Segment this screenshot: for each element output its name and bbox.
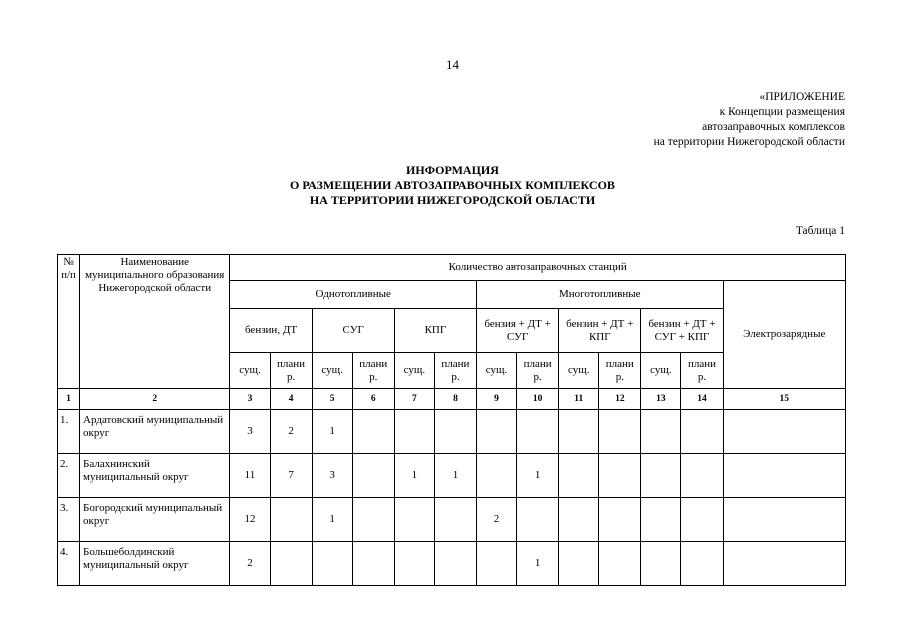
- table-row: [58, 498, 846, 542]
- appendix-line: автозаправочных комплексов: [702, 121, 845, 133]
- cell-value: [394, 498, 434, 542]
- cell-value: 7: [270, 454, 312, 498]
- appendix-block: [654, 90, 845, 150]
- header-plan: плани р.: [681, 353, 723, 389]
- cell-value: 1: [312, 498, 352, 542]
- appendix-line: «ПРИЛОЖЕНИЕ: [759, 91, 845, 103]
- header-electric: Электрозарядные: [723, 281, 845, 389]
- cell-value: [476, 410, 516, 454]
- cell-value: [723, 542, 845, 586]
- header-exist: сущ.: [641, 353, 681, 389]
- header-single-fuel: Однотопливные: [230, 281, 477, 309]
- cell-value: [352, 542, 394, 586]
- column-number: 7: [394, 389, 434, 410]
- column-number: 11: [559, 389, 599, 410]
- column-number: 6: [352, 389, 394, 410]
- header-group: бензия + ДТ + СУГ: [476, 309, 558, 353]
- header-group: бензин, ДТ: [230, 309, 312, 353]
- table-row: [58, 542, 846, 586]
- cell-value: [517, 410, 559, 454]
- cell-value: [641, 454, 681, 498]
- cell-value: 2: [230, 542, 270, 586]
- cell-value: 1: [312, 410, 352, 454]
- cell-value: 2: [270, 410, 312, 454]
- cell-value: 1: [517, 542, 559, 586]
- column-number: 5: [312, 389, 352, 410]
- cell-value: [434, 498, 476, 542]
- cell-value: [312, 542, 352, 586]
- header-exist: сущ.: [230, 353, 270, 389]
- column-number: 13: [641, 389, 681, 410]
- cell-value: [641, 498, 681, 542]
- row-index: 3.: [58, 498, 80, 542]
- column-number: 15: [723, 389, 845, 410]
- header-name: Наименование муниципального образования Нижегородской области: [80, 255, 230, 389]
- column-number: 2: [80, 389, 230, 410]
- cell-value: [681, 542, 723, 586]
- header-exist: сущ.: [559, 353, 599, 389]
- cell-value: [599, 498, 641, 542]
- cell-value: 1: [517, 454, 559, 498]
- row-index: 4.: [58, 542, 80, 586]
- title-line: НА ТЕРРИТОРИИ НИЖЕГОРОДСКОЙ ОБЛАСТИ: [309, 193, 596, 207]
- cell-value: [559, 454, 599, 498]
- cell-value: [476, 454, 516, 498]
- header-plan: плани р.: [434, 353, 476, 389]
- header-num: № п/п: [58, 255, 80, 389]
- column-number: 4: [270, 389, 312, 410]
- header-multi-fuel: Многотопливные: [476, 281, 723, 309]
- cell-value: [352, 498, 394, 542]
- cell-value: [681, 498, 723, 542]
- cell-value: [394, 410, 434, 454]
- column-number: 9: [476, 389, 516, 410]
- column-number: 3: [230, 389, 270, 410]
- cell-value: [681, 454, 723, 498]
- header-exist: сущ.: [394, 353, 434, 389]
- cell-value: [270, 542, 312, 586]
- header-exist: сущ.: [312, 353, 352, 389]
- stations-table: [57, 254, 846, 586]
- cell-value: [434, 410, 476, 454]
- header-plan: плани р.: [270, 353, 312, 389]
- row-index: 1.: [58, 410, 80, 454]
- column-number: 12: [599, 389, 641, 410]
- row-name: Большеболдинский муниципальный округ: [80, 542, 230, 586]
- header-exist: сущ.: [476, 353, 516, 389]
- cell-value: 12: [230, 498, 270, 542]
- cell-value: 3: [312, 454, 352, 498]
- header-plan: плани р.: [517, 353, 559, 389]
- cell-value: [641, 410, 681, 454]
- cell-value: 3: [230, 410, 270, 454]
- header-plan: плани р.: [352, 353, 394, 389]
- cell-value: [723, 454, 845, 498]
- table-row: [58, 410, 846, 454]
- title-line: О РАЗМЕЩЕНИИ АВТОЗАПРАВОЧНЫХ КОМПЛЕКСОВ: [290, 178, 615, 192]
- row-index: 2.: [58, 454, 80, 498]
- cell-value: 11: [230, 454, 270, 498]
- header-plan: плани р.: [599, 353, 641, 389]
- header-count: Количество автозаправочных станций: [230, 255, 846, 281]
- page-number: 14: [446, 57, 459, 72]
- header-group: СУГ: [312, 309, 394, 353]
- row-name: Ардатовский муниципальный округ: [80, 410, 230, 454]
- row-name: Балахнинский муниципальный округ: [80, 454, 230, 498]
- column-number: 1: [58, 389, 80, 410]
- cell-value: [434, 542, 476, 586]
- cell-value: [517, 498, 559, 542]
- table-row: [58, 454, 846, 498]
- cell-value: 1: [394, 454, 434, 498]
- appendix-line: на территории Нижегородской области: [653, 136, 845, 148]
- cell-value: 2: [476, 498, 516, 542]
- cell-value: [476, 542, 516, 586]
- cell-value: [559, 498, 599, 542]
- cell-value: [599, 410, 641, 454]
- cell-value: [641, 542, 681, 586]
- cell-value: [599, 542, 641, 586]
- document-title: [0, 163, 905, 208]
- column-numbers-row: [58, 389, 846, 410]
- row-name: Богородский муниципальный округ: [80, 498, 230, 542]
- cell-value: [599, 454, 641, 498]
- column-number: 10: [517, 389, 559, 410]
- cell-value: [352, 410, 394, 454]
- cell-value: 1: [434, 454, 476, 498]
- cell-value: [394, 542, 434, 586]
- cell-value: [270, 498, 312, 542]
- table-label: Таблица 1: [795, 225, 845, 237]
- header-group: бензин + ДТ + СУГ + КПГ: [641, 309, 723, 353]
- header-group: бензин + ДТ + КПГ: [559, 309, 641, 353]
- title-line: ИНФОРМАЦИЯ: [406, 163, 499, 177]
- cell-value: [723, 498, 845, 542]
- column-number: 8: [434, 389, 476, 410]
- cell-value: [559, 542, 599, 586]
- cell-value: [723, 410, 845, 454]
- header-group: КПГ: [394, 309, 476, 353]
- column-number: 14: [681, 389, 723, 410]
- cell-value: [681, 410, 723, 454]
- appendix-line: к Концепции размещения: [719, 106, 845, 118]
- cell-value: [352, 454, 394, 498]
- cell-value: [559, 410, 599, 454]
